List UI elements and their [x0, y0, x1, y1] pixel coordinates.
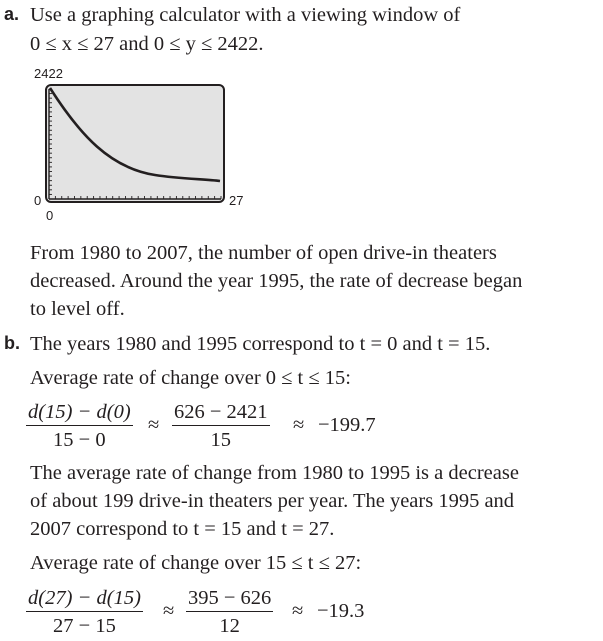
eq2-approx-sign-2: ≈: [292, 600, 304, 622]
eq1-approx-sign-2: ≈: [293, 414, 305, 436]
eq1-numerator-symbolic: d(15) − d(0): [26, 400, 133, 426]
part-b-conclusion-line-1: The average rate of change from 1980 to 1995 is a decrease: [30, 462, 519, 484]
eq1-denominator-symbolic: 15 − 0: [53, 429, 106, 451]
avg-rate-heading-1: Average rate of change over 0 ≤ t ≤ 15:: [30, 367, 351, 389]
part-b-label: b.: [4, 333, 20, 353]
eq1-denominator-numeric: 15: [210, 429, 232, 451]
avg-rate-heading-2: Average rate of change over 15 ≤ t ≤ 27:: [30, 552, 362, 574]
eq2-fraction-symbolic: [26, 586, 143, 638]
eq2-approx-sign-1: ≈: [163, 600, 175, 622]
part-a-conclusion-line-2: decreased. Around the year 1995, the rate of decrease began: [30, 270, 523, 292]
eq2-result: −19.3: [317, 600, 365, 622]
eq2-denominator-symbolic: 27 − 15: [53, 615, 116, 637]
graph-screen: [46, 85, 224, 202]
eq1-approx-sign-1: ≈: [148, 414, 160, 436]
calculator-graph: [40, 80, 236, 208]
eq2-fraction-numeric: [186, 586, 273, 638]
part-b-conclusion-line-2: of about 199 drive-in theaters per year. The years 1995 and: [30, 490, 515, 512]
y-min-label: 0: [34, 193, 42, 208]
y-max-label: 2422: [34, 66, 63, 81]
part-a-conclusion-line-1: From 1980 to 2007, the number of open drive-in theaters: [30, 242, 497, 264]
part-b-conclusion-line-3: 2007 correspond to t = 15 and t = 27.: [30, 518, 335, 540]
eq1-numerator-numeric: 626 − 2421: [172, 400, 270, 426]
part-a-conclusion-line-3: to level off.: [30, 298, 125, 320]
eq2-numerator-numeric: 395 − 626: [186, 586, 273, 612]
x-max-label: 27: [229, 193, 244, 208]
eq2-denominator-numeric: 12: [219, 615, 240, 637]
part-a-instruction: Use a graphing calculator with a viewing window of: [30, 4, 461, 26]
part-b-intro: The years 1980 and 1995 correspond to t = 0 and t = 15.: [30, 333, 491, 355]
eq1-fraction-numeric: [172, 400, 270, 452]
eq1-fraction-symbolic: [26, 400, 133, 452]
viewing-window-text: 0 ≤ x ≤ 27 and 0 ≤ y ≤ 2422.: [30, 33, 264, 55]
eq2-numerator-symbolic: d(27) − d(15): [26, 586, 143, 612]
part-a-label: a.: [4, 4, 20, 24]
x-min-label: 0: [46, 208, 54, 223]
eq1-result: −199.7: [318, 414, 376, 436]
